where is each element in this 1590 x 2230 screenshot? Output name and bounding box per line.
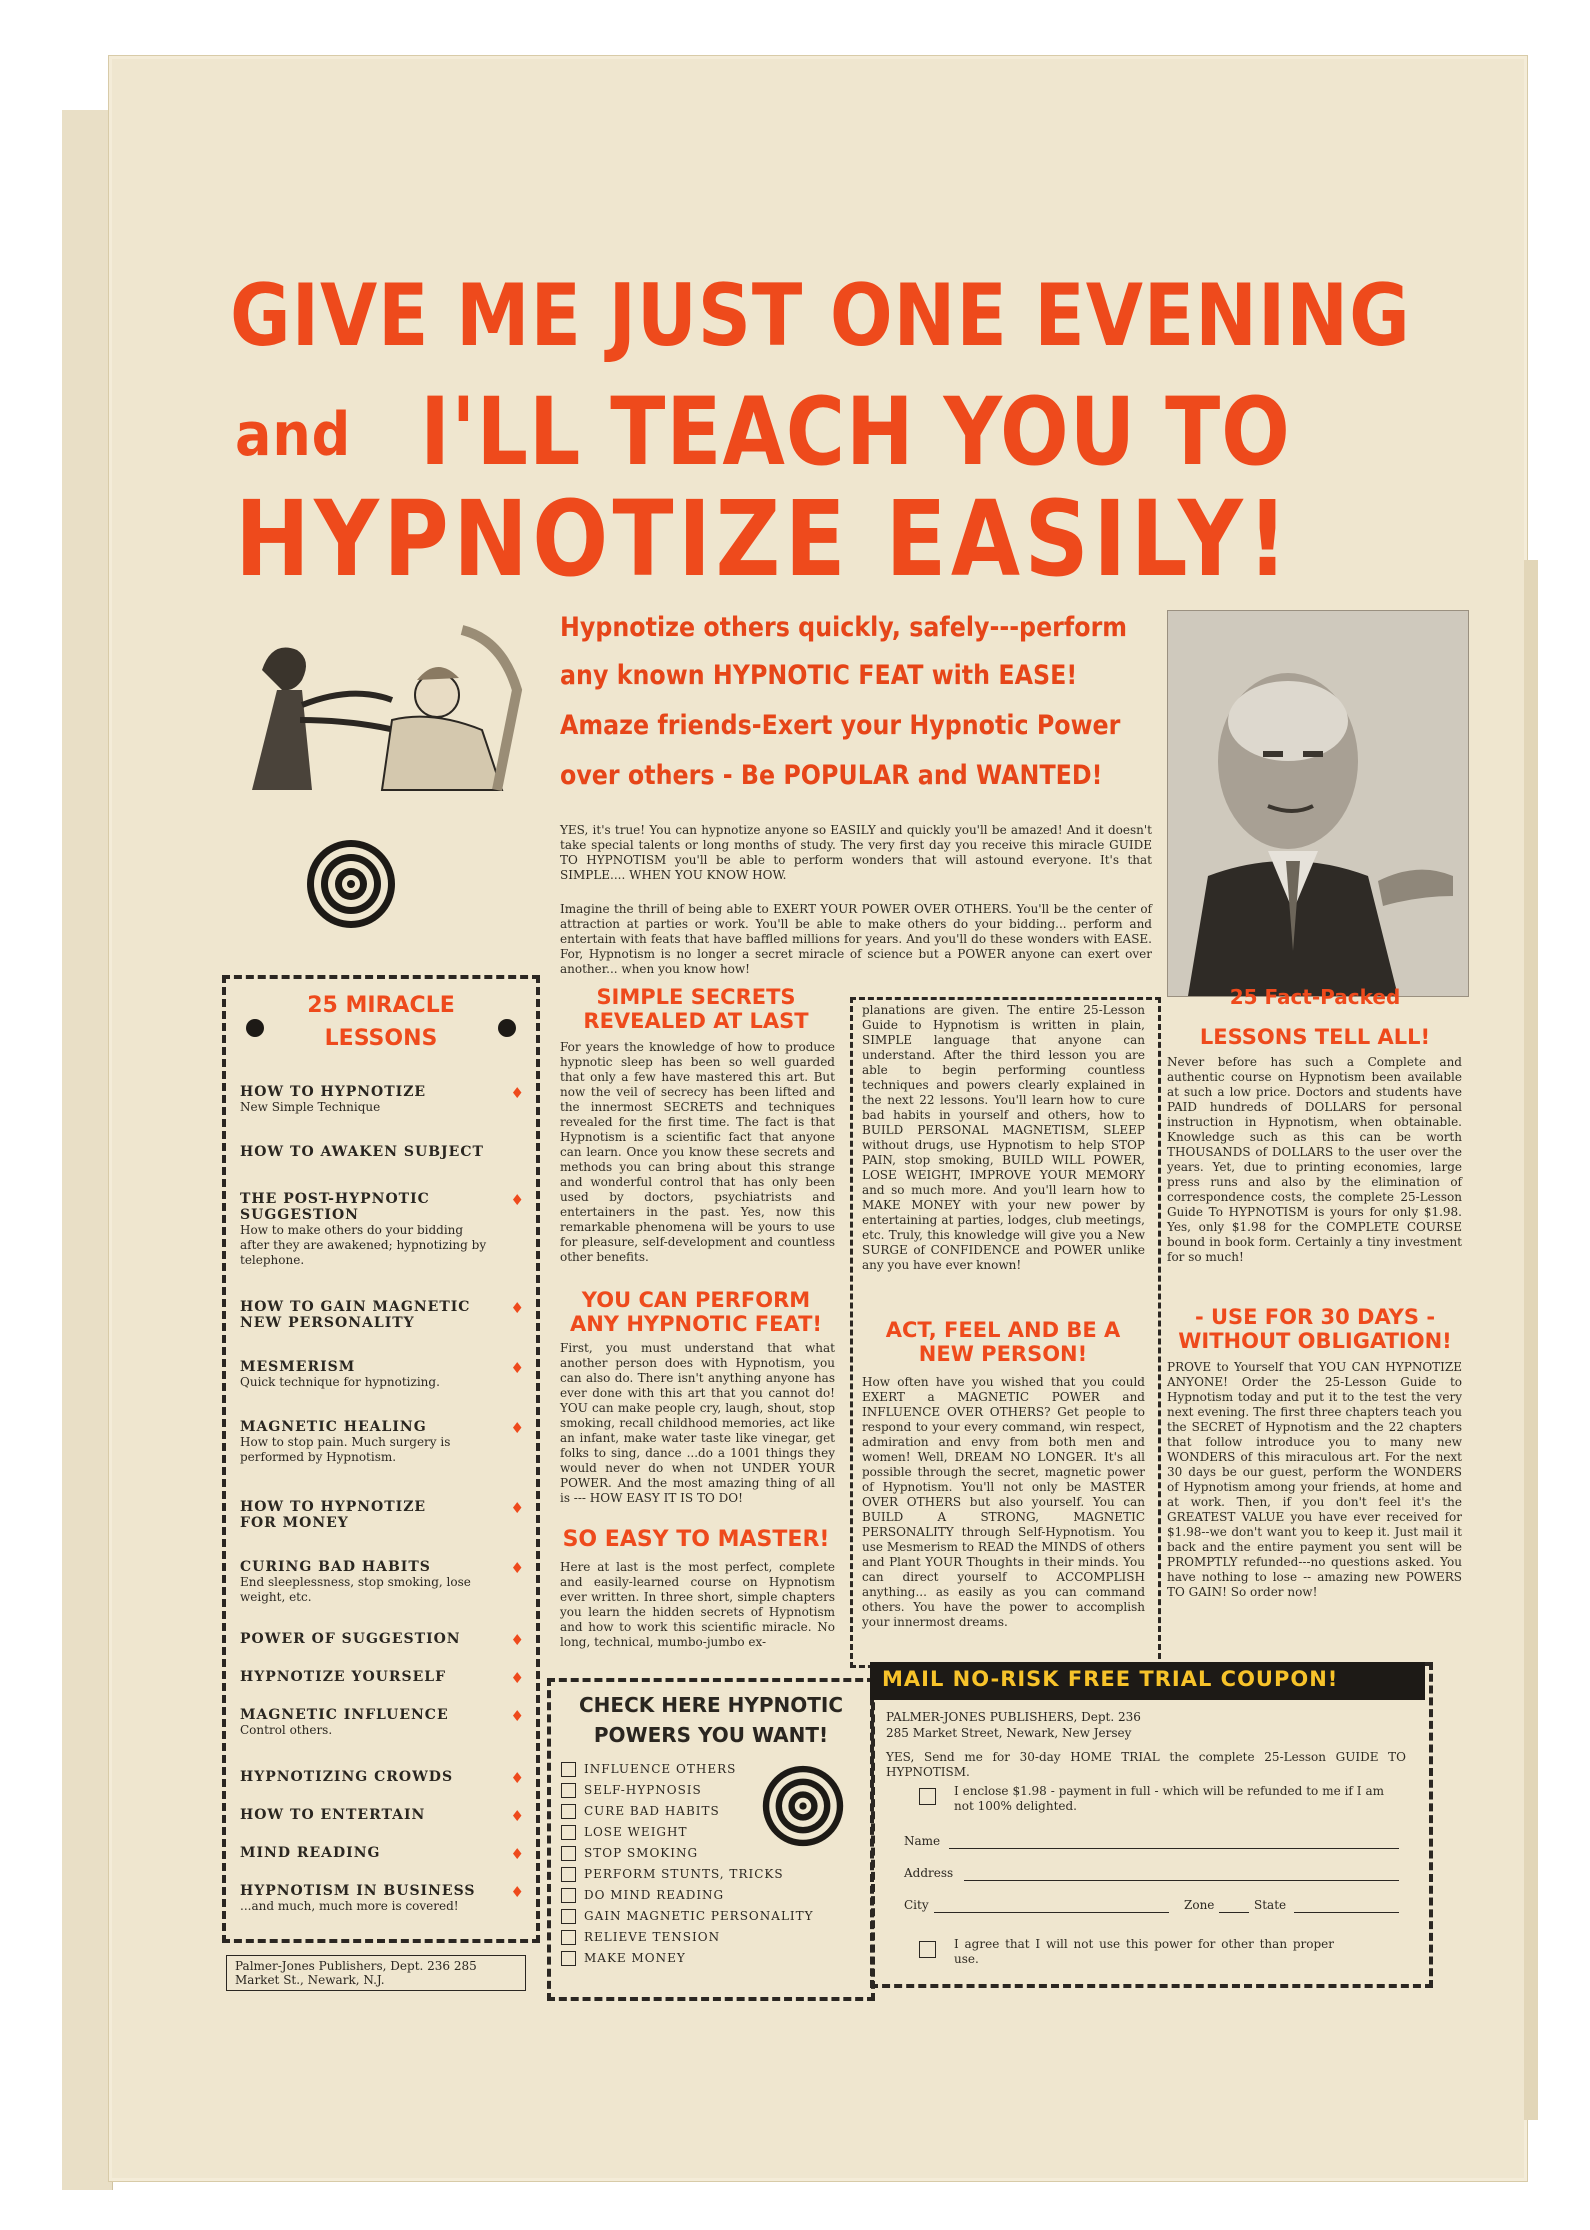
checklist-item[interactable]: GAIN MAGNETIC PERSONALITY (561, 1909, 814, 1924)
coupon-banner-text: MAIL NO-RISK FREE TRIAL COUPON! (882, 1667, 1339, 1691)
enclose-checkbox[interactable] (919, 1788, 936, 1805)
coupon-enclose: I enclose $1.98 - payment in full - which will be refunded to me if I am not 100% delighted. (954, 1784, 1384, 1813)
state-label: State (1254, 1898, 1287, 1912)
author-photo (1167, 610, 1469, 997)
flame-icon: ♦ (510, 1084, 524, 1102)
hypnotist-illustration (222, 610, 532, 800)
flame-icon: ♦ (510, 1419, 524, 1437)
lesson-item: CURING BAD HABITS End sleeplessness, stop smoking, lose weight, etc. (240, 1559, 471, 1604)
name-field[interactable] (949, 1848, 1399, 1849)
page-edge-right (1524, 560, 1538, 2120)
headline-line-2: I'LL TEACH YOU TO (420, 378, 1291, 487)
spiral-target-icon (761, 1764, 845, 1848)
intro-paragraph-2: Imagine the thrill of being able to EXERT YOUR POWER OVER OTHERS. You'll be the center of attraction at parties or work. You'll be able to make others do your bidding... perform and entertain with feats that have baffled millions for years. And you'll do these wonders with EASE. For, Hypnotism is no longer a secret miracle of science but a POWER anyone can exert over another... when you know how! (560, 902, 1152, 976)
page-edge-left (62, 110, 113, 2190)
state-field[interactable] (1294, 1912, 1399, 1913)
checkbox[interactable] (561, 1867, 576, 1882)
coupon-agree: I agree that I will not use this power for other than proper use. (954, 1937, 1334, 1966)
col3-heading: ACT, FEEL AND BE A NEW PERSON! (885, 1318, 1121, 1366)
col2-heading-2: YOU CAN PERFORM ANY HYPNOTIC FEAT! (569, 1288, 823, 1336)
col4-heading-2: - USE FOR 30 DAYS - WITHOUT OBLIGATION! (1178, 1305, 1452, 1353)
checklist-item[interactable]: MAKE MONEY (561, 1951, 686, 1966)
checkbox[interactable] (561, 1804, 576, 1819)
checkbox[interactable] (561, 1930, 576, 1945)
zone-label: Zone (1184, 1898, 1215, 1912)
checkbox[interactable] (561, 1783, 576, 1798)
lesson-item: MESMERISM Quick technique for hypnotizing. (240, 1359, 440, 1389)
city-label: City (904, 1898, 929, 1912)
checklist-item[interactable]: RELIEVE TENSION (561, 1930, 720, 1945)
col2-text-3: Here at last is the most perfect, complete and easily-learned course on Hypnotism ever written. In three short, simple chapters you learn the hidden secrets of Hypnotism and how to work this scientific miracle. No long, technical, mumbo-jumbo ex- (560, 1560, 835, 1649)
agree-checkbox[interactable] (919, 1941, 936, 1958)
coupon-publisher: PALMER-JONES PUBLISHERS, Dept. 236 (886, 1710, 1141, 1724)
col4-heading-small: 25 Fact-Packed (1229, 985, 1401, 1009)
checklist-item[interactable]: STOP SMOKING (561, 1846, 698, 1861)
headline-and: and (235, 400, 352, 470)
lesson-item: HOW TO ENTERTAIN (240, 1807, 426, 1823)
checklist-item[interactable]: PERFORM STUNTS, TRICKS (561, 1867, 784, 1882)
lesson-item: HOW TO HYPNOTIZE FOR MONEY (240, 1499, 427, 1531)
checkbox[interactable] (561, 1825, 576, 1840)
checkbox[interactable] (561, 1846, 576, 1861)
col3-text-2: How often have you wished that you could EXERT a MAGNETIC POWER and INFLUENCE OVER OTHERS? Get people to respond to your every command, win respect, admiration and envy from both men and women! Well, DREAM NO LONGER. It's all possible through the secret, magnetic power of Hypnotism. You'll not only be MASTER OVER OTHERS but also yourself. You can BUILD A STRONG, MAGNETIC PERSONALITY through Self-Hypnotism. You use Mesmerism to READ the MINDS of others and Plant YOUR Thoughts in their minds. You can direct yourself to ACCOMPLISH anything... as easily as you can command others. You have the power to accomplish your innermost dreams. (862, 1375, 1145, 1629)
col4-text-2: PROVE to Yourself that YOU CAN HYPNOTIZE ANYONE! Order the 25-Lesson Guide to Hypnotism today and put it to the test the very next evening. The first three chapters teach you the SECRET of Hypnotism and the 22 chapters that follow introduce you to many new WONDERS of this miraculous art. For the next 30 days be our guest, perform the WONDERS of Hypnotism among your friends, at home and at work. Then, if you don't feel it's the GREATEST VALUE you have ever received for $1.98--we don't want you to keep it. Just mail it back and the entire payment you sent will be PROMPTLY refunded---no questions asked. You have nothing to lose -- amazing new POWERS TO GAIN! So order now! (1167, 1360, 1462, 1599)
coupon-address: 285 Market Street, Newark, New Jersey (886, 1726, 1132, 1740)
lesson-item: HYPNOTIZING CROWDS (240, 1769, 454, 1785)
lessons-title-1: 25 MIRACLE (307, 993, 455, 1018)
lesson-item: HYPNOTIZE YOURSELF (240, 1669, 447, 1685)
lesson-item: HOW TO HYPNOTIZE New Simple Technique (240, 1084, 427, 1114)
checklist-item[interactable]: DO MIND READING (561, 1888, 724, 1903)
flame-icon: ♦ (510, 1359, 524, 1377)
lesson-item: HOW TO AWAKEN SUBJECT (240, 1144, 484, 1160)
col4-heading: LESSONS TELL ALL! (1199, 1025, 1431, 1049)
flame-icon: ♦ (510, 1669, 524, 1687)
subhead-line-3: Amaze friends-Exert your Hypnotic Power (560, 710, 1121, 741)
lesson-item: MIND READING (240, 1845, 381, 1861)
checkbox[interactable] (561, 1909, 576, 1924)
intro-paragraph-1: YES, it's true! You can hypnotize anyone so EASILY and quickly you'll be amazed! And it doesn't take special talents or long months of study. The very first day you receive this miracle GUIDE TO HYPNOTISM you'll be able to perform wonders that will astound everyone. It's that SIMPLE.... WHEN YOU KNOW HOW. (560, 823, 1152, 882)
flame-icon: ♦ (510, 1883, 524, 1901)
lesson-item: POWER OF SUGGESTION (240, 1631, 461, 1647)
flame-icon: ♦ (510, 1845, 524, 1863)
address-field[interactable] (964, 1880, 1399, 1881)
trial-coupon (870, 1662, 1433, 1988)
subhead-line-4: over others - Be POPULAR and WANTED! (560, 760, 1103, 791)
flame-icon: ♦ (510, 1707, 524, 1725)
lesson-item: HOW TO GAIN MAGNETIC NEW PERSONALITY (240, 1299, 471, 1331)
checklist-item[interactable]: CURE BAD HABITS (561, 1804, 720, 1819)
checkbox[interactable] (561, 1951, 576, 1966)
lesson-item: THE POST-HYPNOTIC SUGGESTION How to make others do your bidding after they are awakened; hypnotizing by telephone. (240, 1191, 487, 1267)
lesson-item: MAGNETIC HEALING How to stop pain. Much surgery is performed by Hypnotism. (240, 1419, 451, 1464)
lessons-box (222, 975, 540, 1943)
col3-text-1: planations are given. The entire 25-Lesson Guide to Hypnotism is written in plain, SIMPLE language that anyone can understand. After the third lesson you are able to begin performing countless techniques and powers clearly explained in the next 22 lessons. You'll learn how to cure bad habits in yourself and others, how to BUILD PERSONAL MAGNETISM, SLEEP without drugs, use Hypnotism to help STOP PAIN, stop smoking, BUILD WILL POWER, LOSE WEIGHT, IMPROVE YOUR MEMORY and so much more. And you'll learn how to MAKE MONEY with your new power by entertaining at parties, lodges, club meetings, etc. Truly, this knowledge will give you a New SURGE of CONFIDENCE and POWER unlike any you have ever known! (862, 1003, 1145, 1272)
flame-icon: ♦ (510, 1299, 524, 1317)
publisher-footer: Palmer-Jones Publishers, Dept. 236 285 Market St., Newark, N.J. (226, 1955, 526, 1991)
lesson-item: HYPNOTISM IN BUSINESS ...and much, much more is covered! (240, 1883, 476, 1913)
col2-heading-3: SO EASY TO MASTER! (562, 1527, 830, 1552)
lesson-item: MAGNETIC INFLUENCE Control others. (240, 1707, 449, 1737)
name-label: Name (904, 1834, 941, 1848)
checklist-item[interactable]: LOSE WEIGHT (561, 1825, 688, 1840)
checklist-title: CHECK HERE HYPNOTIC POWERS YOU WANT! (578, 1693, 844, 1747)
flame-icon: ♦ (510, 1807, 524, 1825)
flame-icon: ♦ (510, 1631, 524, 1649)
spiral-target-icon (305, 838, 397, 930)
flame-icon: ♦ (510, 1191, 524, 1209)
checkbox[interactable] (561, 1888, 576, 1903)
headline-line-3: HYPNOTIZE EASILY! (235, 478, 1293, 600)
col2-text-2: First, you must understand that what another person does with Hypnotism, you can also do. There isn't anything anyone has ever done with this art that you cannot do! YOU can make people cry, laugh, shout, stop smoking, recall childhood memories, act like an infant, make water taste like vinegar, get folks to sing, dance ...do a 1001 things they would never do when not UNDER YOUR POWER. And the most amazing thing of all is --- HOW EASY IT IS TO DO! (560, 1341, 835, 1505)
address-label: Address (904, 1866, 954, 1880)
coupon-banner (870, 1662, 1425, 1700)
flame-icon: ♦ (510, 1769, 524, 1787)
col4-text-1: Never before has such a Complete and authentic course on Hypnotism been available at such a low price. Doctors and students have PAID hundreds of DOLLARS for personal instruction in Hypnotism, when obtainable. Knowledge such as this can be worth THOUSANDS of DOLLARS to the user over the years. Yet, due to printing economies, large press runs and also by the elimination of correspondence costs, the complete 25-Lesson Guide To HYPNOTISM is yours for only $1.98. Yes, only $1.98 for the COMPLETE COURSE bound in book form. Certainly a tiny investment for so much! (1167, 1055, 1462, 1264)
checklist-item[interactable]: INFLUENCE OTHERS (561, 1762, 736, 1777)
flame-icon: ♦ (510, 1499, 524, 1517)
col2-heading-1: SIMPLE SECRETS REVEALED AT LAST (583, 985, 809, 1033)
hypnotic-powers-checklist (547, 1678, 875, 2001)
city-field[interactable] (934, 1912, 1169, 1913)
headline-line-1: GIVE ME JUST ONE EVENING (230, 266, 1411, 366)
coupon-request: YES, Send me for 30-day HOME TRIAL the complete 25-Lesson GUIDE TO HYPNOTISM. (886, 1750, 1406, 1779)
checkbox[interactable] (561, 1762, 576, 1777)
col2-text-1: For years the knowledge of how to produce hypnotic sleep has been so well guarded that only a few have mastered this art. But now the veil of secrecy has been lifted and the innermost SECRETS and techniques revealed for the first time. The fact is that Hypnotism is a scientific fact that anyone can learn. Once you know these secrets and methods you can bring about this strange and wonderful control that has only been used by doctors, psychiatrists and entertainers in the past. Yes, now this remarkable phenomena will be yours to use for pleasure, self-development and countless other benefits. (560, 1040, 835, 1264)
subhead-line-1: Hypnotize others quickly, safely---perform (560, 612, 1128, 643)
flame-icon: ♦ (510, 1559, 524, 1577)
subhead-line-2: any known HYPNOTIC FEAT with EASE! (560, 660, 1078, 691)
zone-field[interactable] (1219, 1912, 1249, 1913)
lessons-title-2: LESSONS (324, 1026, 438, 1051)
checklist-item[interactable]: SELF-HYPNOSIS (561, 1783, 702, 1798)
